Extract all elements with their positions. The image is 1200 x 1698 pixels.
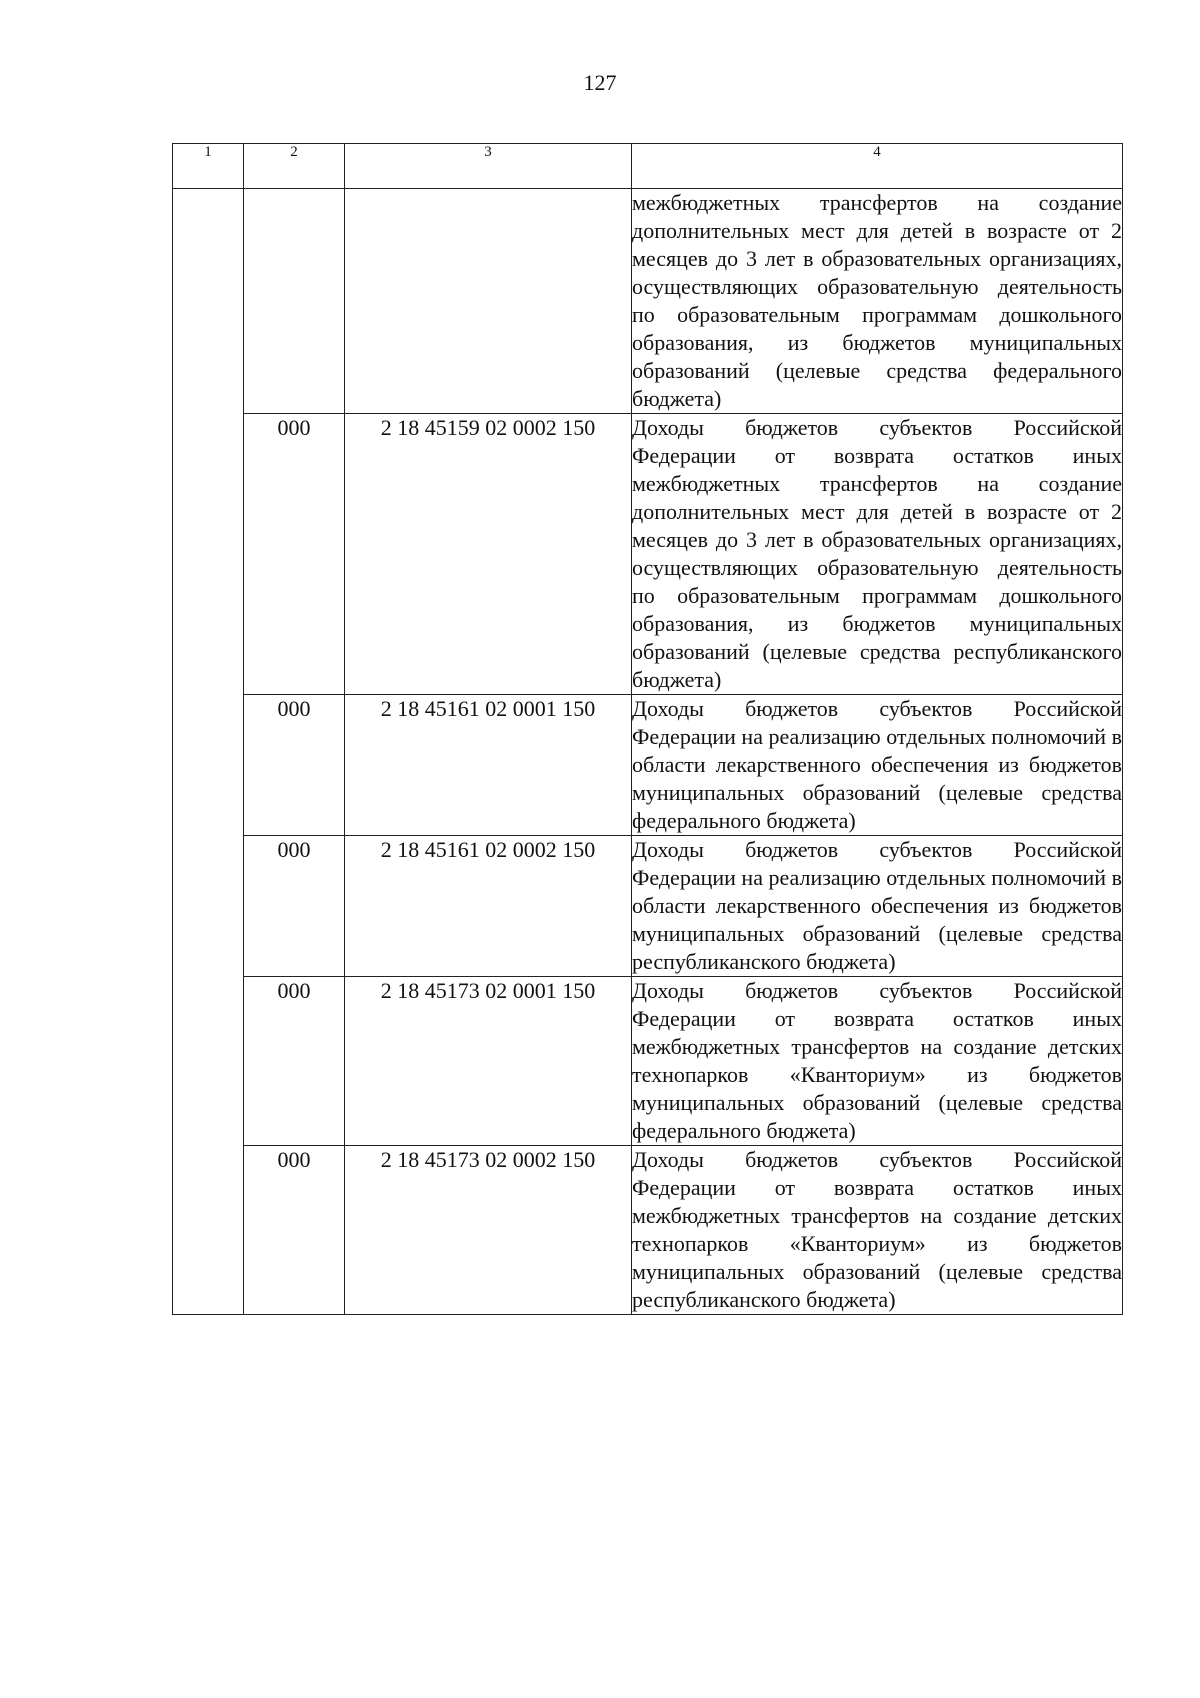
code-cell: 2 18 45161 02 0002 150 (345, 836, 632, 977)
desc-cell: Доходы бюджетов субъектов Российской Федерации от возврата остатков иных межбюджетных трансфертов на создание детских технопарков «Кванториум» из бюджетов муниципальных образований (целевые средства федерального бюджета) (632, 977, 1123, 1146)
code-cell: 2 18 45159 02 0002 150 (345, 414, 632, 695)
admin-cell: 000 (244, 1146, 345, 1315)
desc-cell: Доходы бюджетов субъектов Российской Федерации от возврата остатков иных межбюджетных трансфертов на создание дополнительных мест для детей в возрасте от 2 месяцев до 3 лет в образовательных организациях, осуществляющих образовательную деятельность по образовательным программам дошкольного образования, из бюджетов муниципальных образований (целевые средства республиканского бюджета) (632, 414, 1123, 695)
code-cell: 2 18 45161 02 0001 150 (345, 695, 632, 836)
admin-cell: 000 (244, 977, 345, 1146)
header-col-4: 4 (632, 144, 1123, 189)
code-cell: 2 18 45173 02 0002 150 (345, 1146, 632, 1315)
header-col-1: 1 (173, 144, 244, 189)
table-row (173, 977, 1123, 1146)
table-row (173, 1146, 1123, 1315)
header-col-2: 2 (244, 144, 345, 189)
desc-cell: Доходы бюджетов субъектов Российской Федерации от возврата остатков иных межбюджетных трансфертов на создание детских технопарков «Кванториум» из бюджетов муниципальных образований (целевые средства республиканского бюджета) (632, 1146, 1123, 1315)
column-1-cell (173, 189, 244, 1315)
admin-cell: 000 (244, 695, 345, 836)
desc-cell-continuation: межбюджетных трансфертов на создание дополнительных мест для детей в возрасте от 2 месяцев до 3 лет в образовательных организациях, осуществляющих образовательную деятельность по образовательным программам дошкольного образования, из бюджетов муниципальных образований (целевые средства федерального бюджета) (632, 189, 1123, 414)
code-cell (345, 189, 632, 414)
desc-cell: Доходы бюджетов субъектов Российской Федерации на реализацию отдельных полномочий в области лекарственного обеспечения из бюджетов муниципальных образований (целевые средства федерального бюджета) (632, 695, 1123, 836)
admin-cell: 000 (244, 836, 345, 977)
budget-revenue-table (172, 143, 1123, 1315)
admin-cell: 000 (244, 414, 345, 695)
table-row (173, 836, 1123, 977)
page-number: 127 (583, 70, 617, 95)
table-row (173, 695, 1123, 836)
header-col-3: 3 (345, 144, 632, 189)
table-row (173, 414, 1123, 695)
code-cell: 2 18 45173 02 0001 150 (345, 977, 632, 1146)
table-header-row (173, 144, 1123, 189)
admin-cell (244, 189, 345, 414)
desc-cell: Доходы бюджетов субъектов Российской Федерации на реализацию отдельных полномочий в области лекарственного обеспечения из бюджетов муниципальных образований (целевые средства республиканского бюджета) (632, 836, 1123, 977)
table-row-continuation (173, 189, 1123, 414)
